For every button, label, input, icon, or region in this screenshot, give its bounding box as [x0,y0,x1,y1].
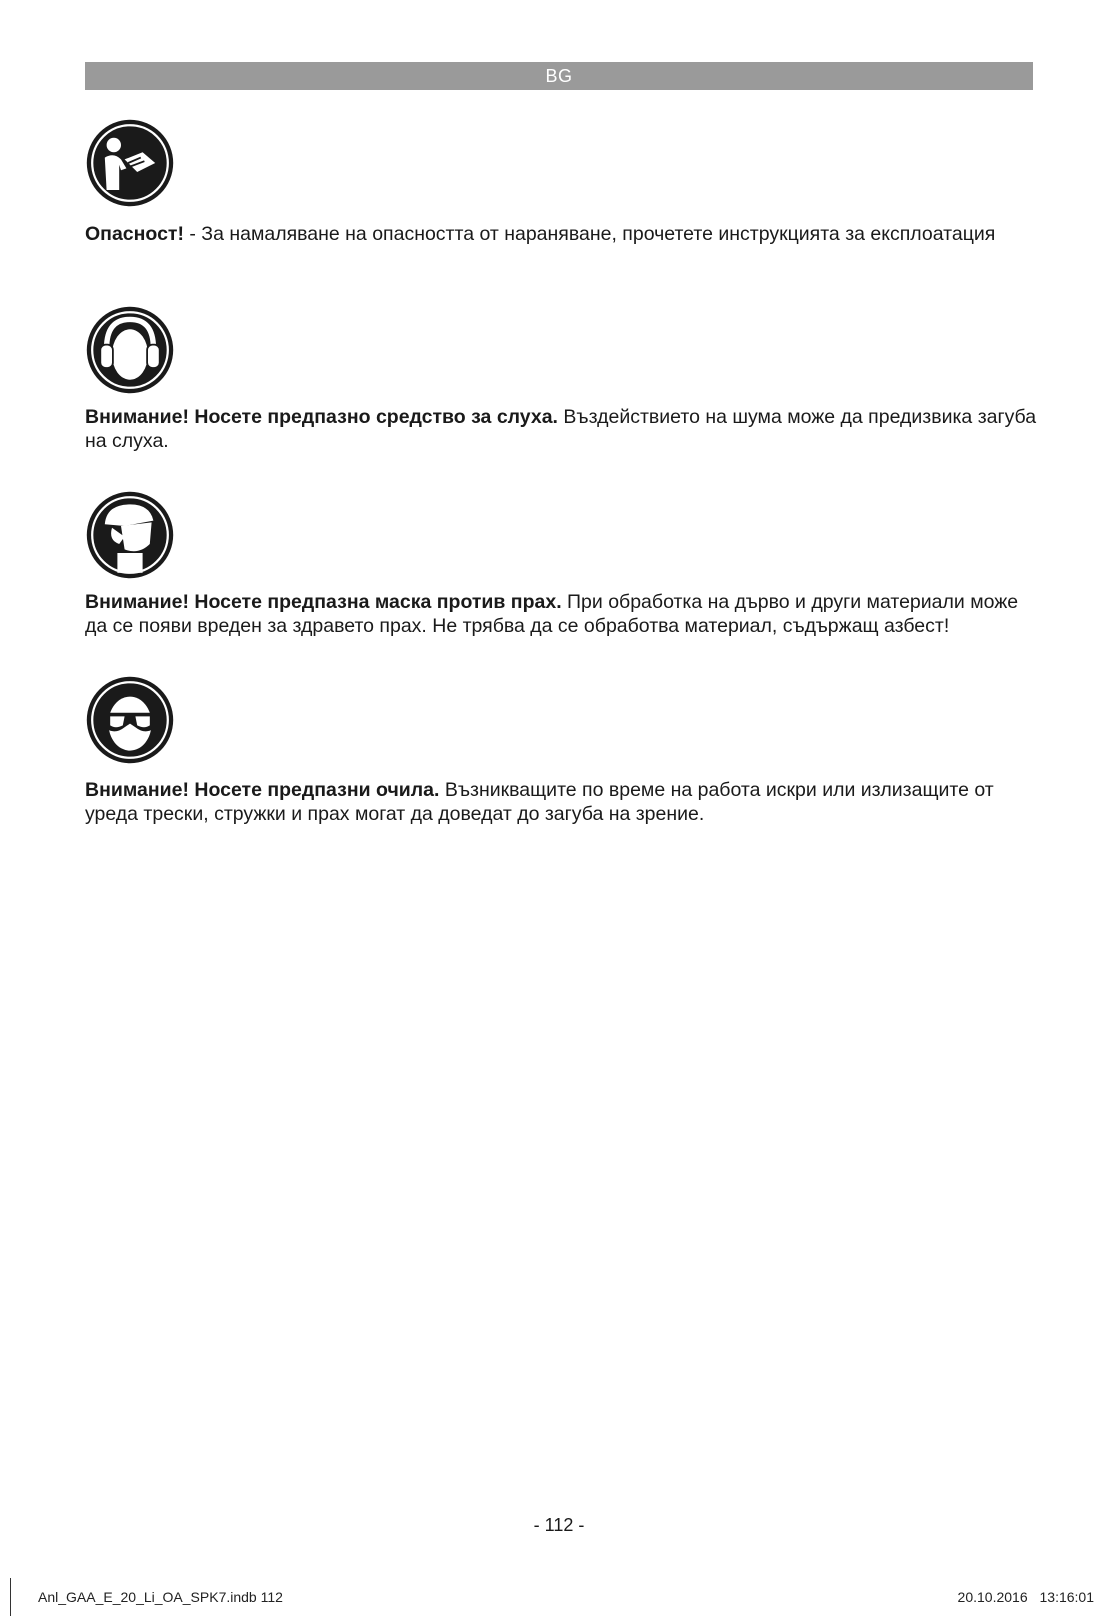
warning-text: - За намаляване на опасността от нараняване, прочетете инструкцията за експлоатация [183,223,996,245]
warning-text: Възникващите по време на работа искри или излизащите от уреда трески, стружки и прах могат да доведат до загуба на зрение. [85,779,994,825]
page-number: - 112 - [533,1515,585,1535]
warning-title: Внимание! Носете предпазно средство за слуха. [85,406,558,428]
language-code: BG [545,66,573,86]
footer-date: 20.10.2016 [957,1589,1028,1605]
dust-mask-icon [85,490,175,580]
warning-read-manual [85,222,1045,246]
language-header-bar [85,62,1033,90]
footer-timestamp [958,1589,1094,1605]
warning-dust-mask [85,590,1045,638]
warning-goggles [85,778,1045,826]
crop-mark [10,1578,11,1616]
hearing-protection-icon [85,305,175,395]
warning-text: Въздействието на шума може да предизвика загуба на слуха. [85,406,1037,452]
safety-goggles-icon [85,675,175,765]
warning-title: Опасност! [85,223,184,245]
warning-title: Внимание! Носете предпазна маска против прах. [85,591,562,613]
footer-file-info: Anl_GAA_E_20_Li_OA_SPK7.indb 112 [38,1589,283,1605]
warning-title: Внимание! Носете предпазни очила. [85,779,440,801]
footer-time: 13:16:01 [1039,1589,1094,1605]
read-manual-icon [85,118,175,208]
warning-text: При обработка на дърво и други материали може да се появи вреден за здравето прах. Не трябва да се обработва материал, съдържащ азбест! [85,591,1019,637]
warning-hearing [85,405,1045,453]
